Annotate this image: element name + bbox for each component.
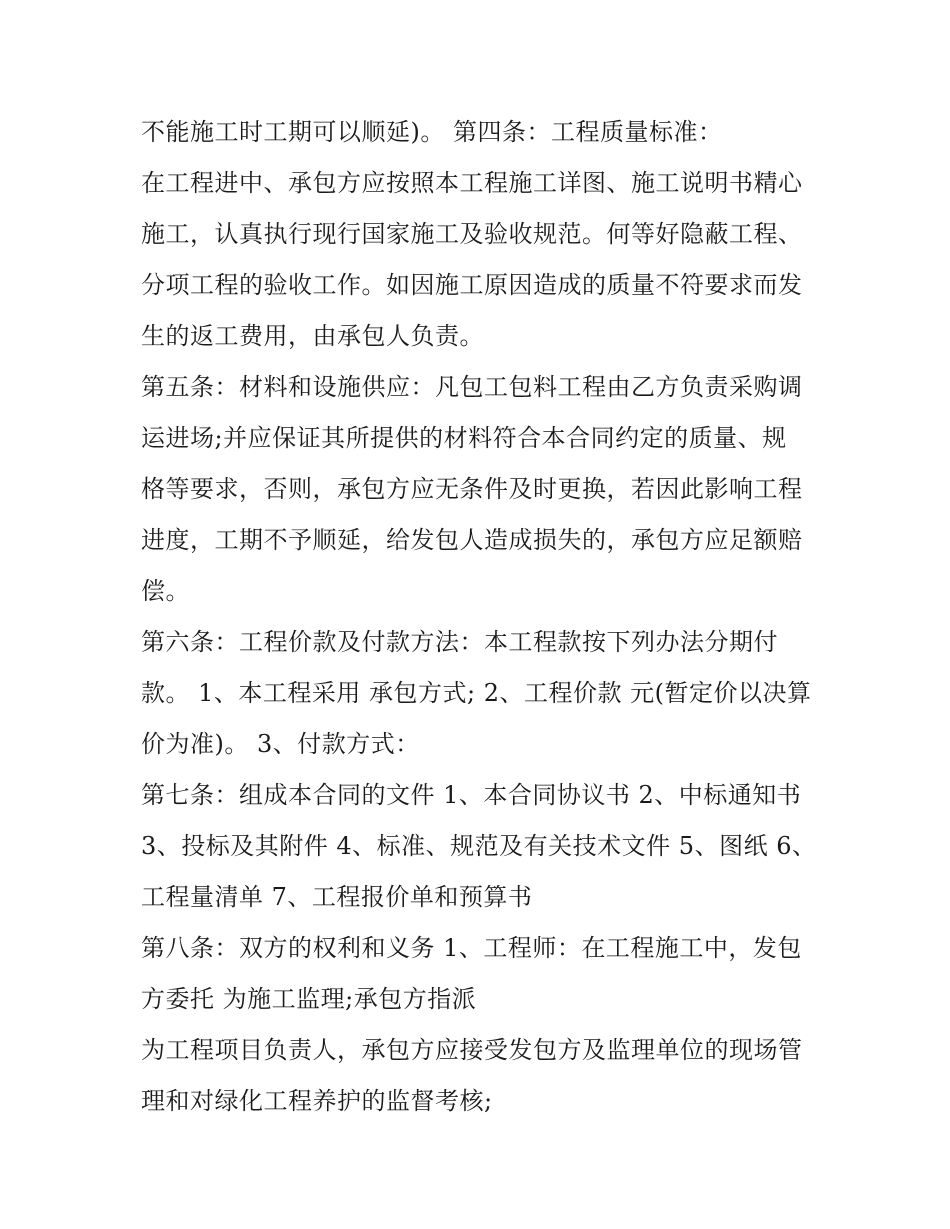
text-line: 第五条：材料和设施供应：凡包工包料工程由乙方负责采购调 — [141, 373, 803, 401]
text-line: 施工，认真执行现行国家施工及验收规范。何等好隐蔽工程、 — [141, 220, 803, 248]
text-line: 3、投标及其附件 4、标准、规范及有关技术文件 5、图纸 6、 — [141, 832, 817, 860]
text-line: 生的返工费用，由承包人负责。 — [141, 322, 484, 350]
text-line: 在工程进中、承包方应按照本工程施工详图、施工说明书精心 — [141, 169, 803, 197]
text-line: 第六条：工程价款及付款方法：本工程款按下列办法分期付 — [141, 628, 778, 656]
text-line: 为工程项目负责人，承包方应接受发包方及监理单位的现场管 — [141, 1036, 803, 1064]
text-line: 工程量清单 7、工程报价单和预算书 — [141, 883, 533, 911]
text-line: 方委托 为施工监理;承包方指派 — [141, 985, 477, 1013]
text-line: 不能施工时工期可以顺延)。 第四条：工程质量标准： — [141, 118, 723, 146]
text-line: 偿。 — [141, 577, 190, 605]
contract-text — [141, 107, 821, 1127]
text-line: 分项工程的验收工作。如因施工原因造成的质量不符要求而发 — [141, 271, 803, 299]
text-line: 运进场;并应保证其所提供的材料符合本合同约定的质量、规 — [141, 424, 787, 452]
text-line: 格等要求，否则，承包方应无条件及时更换，若因此影响工程 — [141, 475, 803, 503]
text-line: 进度，工期不予顺延，给发包人造成损失的，承包方应足额赔 — [141, 526, 803, 554]
text-line: 第八条：双方的权利和义务 1、工程师：在工程施工中，发包 — [141, 934, 802, 962]
text-line: 款。 1、本工程采用 承包方式; 2、工程价款 元(暂定价以决算 — [141, 679, 812, 707]
text-line: 价为准)。 3、付款方式： — [141, 730, 420, 758]
text-line: 理和对绿化工程养护的监督考核; — [141, 1087, 493, 1115]
text-line: 第七条：组成本合同的文件 1、本合同协议书 2、中标通知书 — [141, 781, 802, 809]
